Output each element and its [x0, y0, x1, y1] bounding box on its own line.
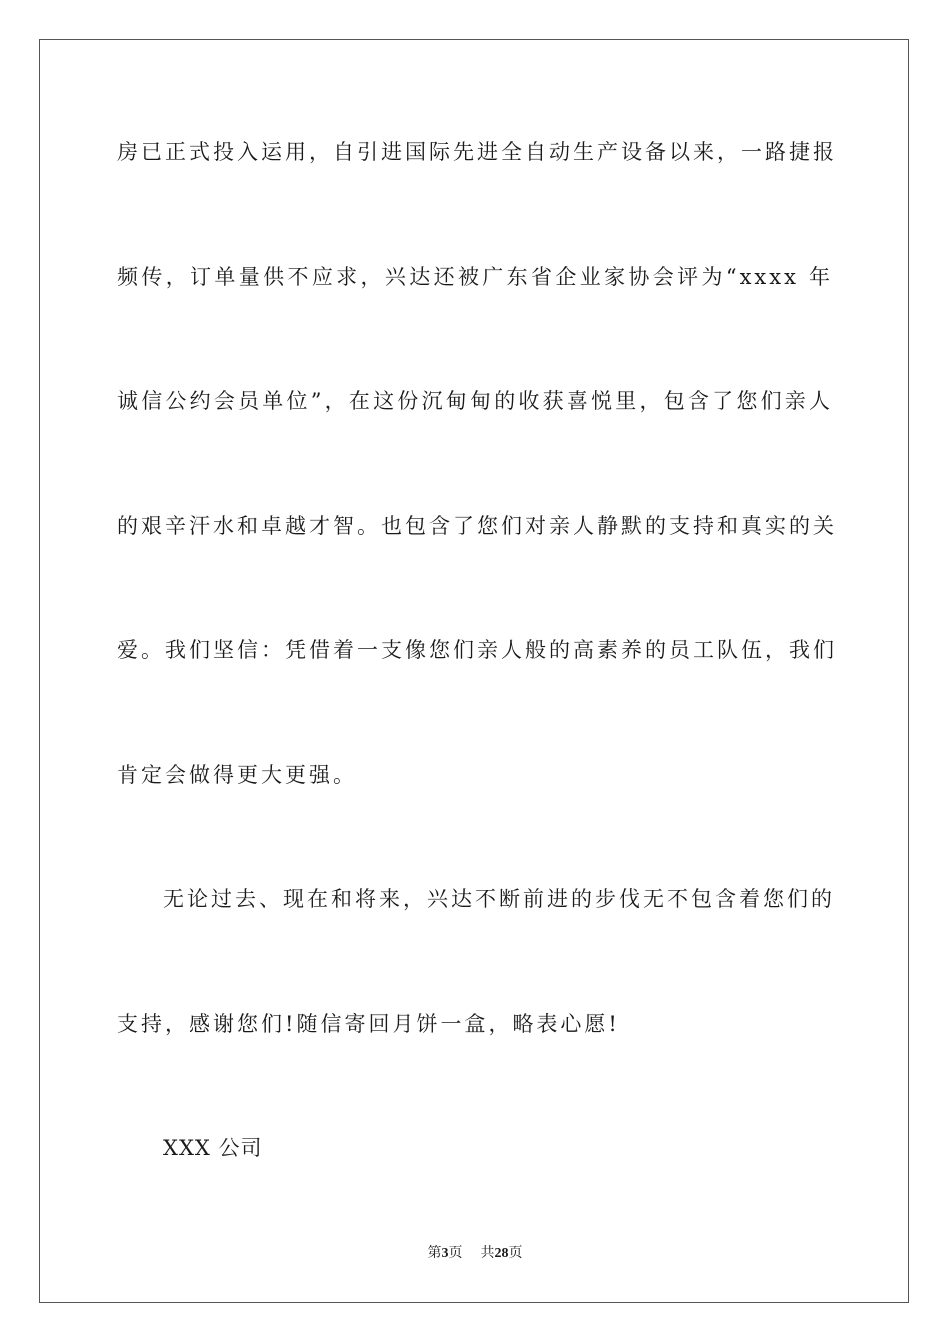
page-footer	[0, 1244, 950, 1264]
body-line-2: 频传，订单量供不应求，兴达还被广东省企业家协会评为“xxxx 年	[117, 265, 833, 289]
body-line-3: 诚信公约会员单位”，在这份沉甸甸的收获喜悦里，包含了您们亲人	[117, 389, 833, 413]
company-signature: XXX 公司	[163, 1136, 263, 1160]
total-suffix: 页	[508, 1246, 523, 1261]
page-suffix: 页	[448, 1246, 463, 1261]
page-border	[39, 39, 909, 1303]
total-pages: 28	[494, 1246, 509, 1261]
body-line-1: 房已正式投入运用，自引进国际先进全自动生产设备以来，一路捷报	[117, 140, 837, 164]
body-line-5: 爱。我们坚信：凭借着一支像您们亲人般的高素养的员工队伍，我们	[117, 638, 837, 662]
body-line-4: 的艰辛汗水和卓越才智。也包含了您们对亲人静默的支持和真实的关	[117, 514, 837, 538]
body-line-7: 无论过去、现在和将来，兴达不断前进的步伐无不包含着您们的	[163, 887, 835, 911]
page-prefix: 第	[427, 1246, 442, 1261]
body-line-8: 支持，感谢您们!随信寄回月饼一盒，略表心愿!	[117, 1012, 620, 1036]
body-line-6: 肯定会做得更大更强。	[117, 763, 357, 787]
total-prefix: 共	[480, 1246, 495, 1261]
page-number: 3	[441, 1246, 449, 1261]
